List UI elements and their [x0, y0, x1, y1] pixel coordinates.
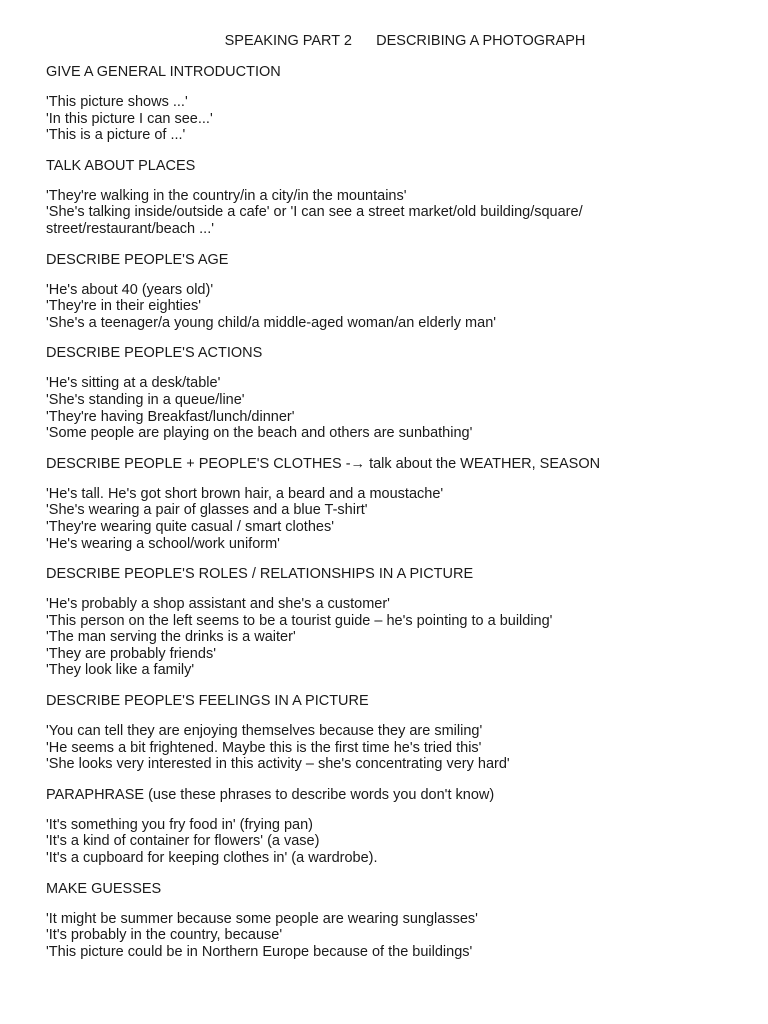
phrase-line: 'Some people are playing on the beach and others are sunbathing' — [46, 425, 473, 442]
page-title: SPEAKING PART 2 DESCRIBING A PHOTOGRAPH — [224, 33, 586, 49]
phrase-line: 'They're having Breakfast/lunch/dinner' — [46, 408, 295, 425]
phrase-line: 'They look like a family' — [46, 662, 195, 679]
phrase-line: 'The man serving the drinks is a waiter' — [46, 629, 296, 646]
phrase-line: 'She's a teenager/a young child/a middle-aged woman/an elderly man' — [46, 314, 497, 331]
section-actions — [46, 345, 728, 441]
phrase-line: 'She's talking inside/outside a cafe' or 'I can see a street market/old building/square/ street/restaurant/beach ...' — [46, 204, 583, 237]
phrase-list — [46, 188, 728, 238]
phrase-line: 'He's about 40 (years old)' — [46, 281, 214, 298]
section-heading: TALK ABOUT PLACES — [46, 157, 196, 174]
phrase-line: 'You can tell they are enjoying themselves because they are smiling' — [46, 723, 483, 740]
phrase-line: 'It's a kind of container for flowers' (a vase) — [46, 833, 320, 850]
phrase-line: 'This is a picture of ...' — [46, 127, 186, 144]
phrase-list — [46, 282, 728, 332]
phrase-line: 'She's wearing a pair of glasses and a blue T-shirt' — [46, 502, 368, 519]
phrase-line: 'He's wearing a school/work uniform' — [46, 535, 280, 552]
phrase-line: 'It's probably in the country, because' — [46, 927, 283, 944]
phrase-line: 'He's sitting at a desk/table' — [46, 375, 221, 392]
section-age — [46, 252, 728, 332]
phrase-line: 'They're walking in the country/in a city/in the mountains' — [46, 187, 407, 204]
phrase-line: 'They're wearing quite casual / smart clothes' — [46, 518, 334, 535]
section-heading: DESCRIBE PEOPLE'S ROLES / RELATIONSHIPS IN A PICTURE — [46, 566, 474, 583]
section-heading: PARAPHRASE (use these phrases to describe words you don't know) — [46, 786, 495, 803]
phrase-line: 'This picture shows ...' — [46, 94, 188, 110]
phrase-line: 'She looks very interested in this activity – she's concentrating very hard' — [46, 756, 510, 773]
section-heading: DESCRIBE PEOPLE'S AGE — [46, 251, 229, 268]
phrase-line: 'It's something you fry food in' (frying pan) — [46, 816, 314, 833]
section-paraphrase — [46, 787, 728, 867]
section-heading: DESCRIBE PEOPLE'S FEELINGS IN A PICTURE — [46, 693, 369, 710]
phrase-line: 'He's tall. He's got short brown hair, a beard and a moustache' — [46, 485, 444, 502]
section-clothes — [46, 456, 728, 552]
phrase-line: 'In this picture I can see...' — [46, 110, 213, 127]
phrase-list — [46, 375, 728, 441]
phrase-line: 'He's probably a shop assistant and she's a customer' — [46, 596, 390, 613]
phrase-line: 'It's a cupboard for keeping clothes in' (a wardrobe). — [46, 850, 378, 867]
phrase-line: 'She's standing in a queue/line' — [46, 391, 245, 408]
phrase-line: 'It might be summer because some people are wearing sunglasses' — [46, 910, 478, 927]
phrase-list — [46, 911, 728, 961]
section-guesses — [46, 881, 728, 961]
section-places — [46, 158, 728, 238]
phrase-line: 'This person on the left seems to be a tourist guide – he's pointing to a building' — [46, 612, 553, 629]
phrase-list — [46, 817, 728, 867]
phrase-list — [46, 486, 728, 552]
section-feelings — [46, 693, 728, 773]
section-roles — [46, 566, 728, 679]
section-heading: DESCRIBE PEOPLE'S ACTIONS — [46, 345, 263, 362]
phrase-list — [46, 596, 728, 679]
section-heading: GIVE A GENERAL INTRODUCTION — [46, 64, 281, 80]
phrase-line: 'They are probably friends' — [46, 645, 216, 662]
phrase-line: 'This picture could be in Northern Europe because of the buildings' — [46, 943, 473, 960]
section-heading: MAKE GUESSES — [46, 880, 162, 897]
section-introduction — [46, 64, 728, 144]
phrase-list — [46, 723, 728, 773]
phrase-line: 'They're in their eighties' — [46, 298, 201, 315]
section-heading: DESCRIBE PEOPLE + PEOPLE'S CLOTHES -→ talk about the WEATHER, SEASON — [46, 455, 601, 472]
phrase-list — [46, 94, 728, 144]
phrase-line: 'He seems a bit frightened. Maybe this is the first time he's tried this' — [46, 739, 482, 756]
